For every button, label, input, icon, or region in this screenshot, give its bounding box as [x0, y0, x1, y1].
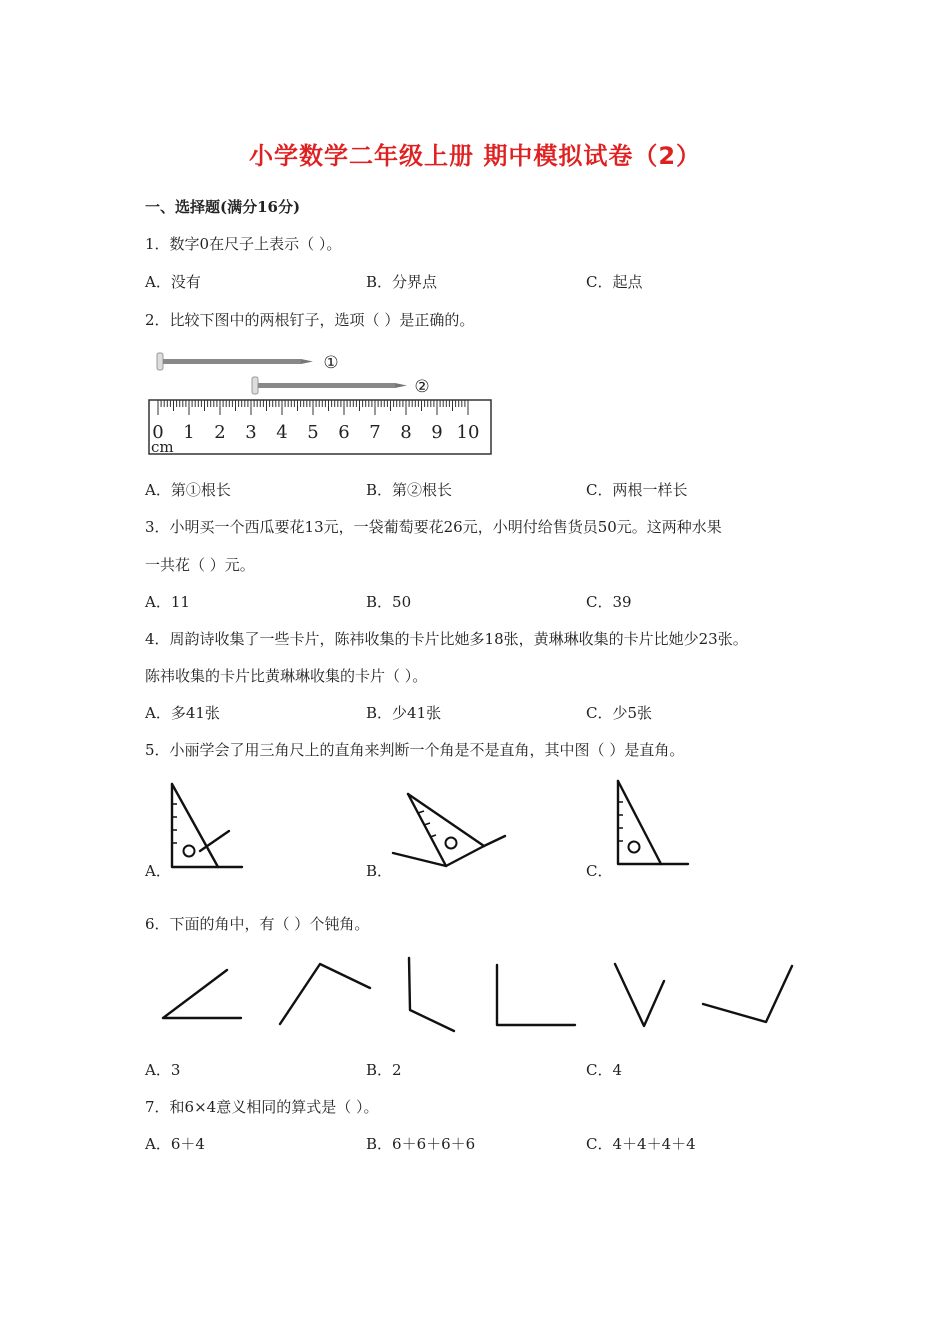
page-title: 小学数学二年级上册 期中模拟试卷（2） [248, 142, 702, 170]
question-6-option-b[interactable]: B．2 [366, 1061, 402, 1079]
ruler-number: 8 [400, 422, 412, 443]
angle-4 [497, 965, 575, 1025]
nail-ruler-figure [145, 348, 495, 458]
question-4-stem-line-2: 陈祎收集的卡片比黄琳琳收集的卡片（ ）。 [145, 667, 428, 685]
question-3-option-a[interactable]: A．11 [145, 593, 190, 611]
question-7-option-b[interactable]: B．6＋6＋6＋6 [366, 1135, 476, 1153]
angle-3 [409, 958, 454, 1031]
question-5-option-a[interactable]: A． [145, 862, 171, 880]
question-1-stem: 1．数字0在尺子上表示（ ）。 [145, 235, 342, 253]
question-1-option-c[interactable]: C．起点 [586, 273, 643, 291]
question-1-option-b[interactable]: B．分界点 [366, 273, 438, 291]
question-5-option-c[interactable]: C． [586, 862, 613, 880]
ruler-number: 6 [338, 422, 350, 443]
nail-1-label: ① [323, 353, 339, 373]
ruler-unit: cm [151, 438, 174, 456]
ruler-number: 0 [152, 422, 164, 443]
nail-2 [252, 377, 407, 394]
question-2-option-a[interactable]: A．第①根长 [145, 481, 231, 499]
question-2-option-b[interactable]: B．第②根长 [366, 481, 453, 499]
angles-figure [155, 952, 800, 1032]
triangle-figure-c [605, 776, 693, 868]
question-7-option-a[interactable]: A．6＋4 [145, 1135, 205, 1153]
question-6-option-c[interactable]: C．4 [586, 1061, 623, 1079]
question-4-option-c[interactable]: C．少5张 [586, 704, 653, 722]
question-4-option-a[interactable]: A．多41张 [145, 704, 220, 722]
question-4-option-b[interactable]: B．少41张 [366, 704, 442, 722]
angle-2 [280, 964, 370, 1024]
ruler-number: 4 [276, 422, 288, 443]
angle-1 [163, 970, 241, 1018]
question-2-stem: 2．比较下图中的两根钉子，选项（ ）是正确的。 [145, 311, 475, 329]
angle-5 [615, 964, 664, 1026]
triangle-figure-b [388, 790, 513, 872]
question-5-stem: 5．小丽学会了用三角尺上的直角来判断一个角是不是直角，其中图（ ）是直角。 [145, 741, 685, 759]
question-6-option-a[interactable]: A．3 [145, 1061, 181, 1079]
section-heading: 一、选择题(满分16分) [145, 198, 301, 216]
question-3-stem-line-2: 一共花（ ）元。 [145, 556, 255, 574]
triangle-figure-a [160, 778, 250, 876]
question-1-option-a[interactable]: A．没有 [145, 273, 201, 291]
angle-6 [703, 966, 792, 1022]
ruler-number: 3 [245, 422, 257, 443]
ruler-number: 7 [369, 422, 381, 443]
ruler-number: 9 [431, 422, 443, 443]
question-4-stem-line-1: 4．周韵诗收集了一些卡片，陈祎收集的卡片比她多18张，黄琳琳收集的卡片比她少23张。 [145, 630, 748, 648]
question-2-option-c[interactable]: C．两根一样长 [586, 481, 688, 499]
question-3-stem-line-1: 3．小明买一个西瓜要花13元，一袋葡萄要花26元，小明付给售货员50元。这两种水果 [145, 518, 722, 536]
nail-1 [157, 353, 313, 370]
question-6-stem: 6．下面的角中，有（ ）个钝角。 [145, 915, 370, 933]
nail-2-label: ② [414, 377, 430, 397]
ruler-number: 5 [307, 422, 319, 443]
ruler-number: 2 [214, 422, 226, 443]
ruler-number: 1 [183, 422, 195, 443]
question-3-option-c[interactable]: C．39 [586, 593, 632, 611]
question-7-option-c[interactable]: C．4＋4＋4＋4 [586, 1135, 696, 1153]
question-3-option-b[interactable]: B．50 [366, 593, 412, 611]
question-5-option-b[interactable]: B． [366, 862, 393, 880]
question-7-stem: 7．和6×4意义相同的算式是（ ）。 [145, 1098, 379, 1116]
ruler-number: 10 [456, 422, 480, 443]
